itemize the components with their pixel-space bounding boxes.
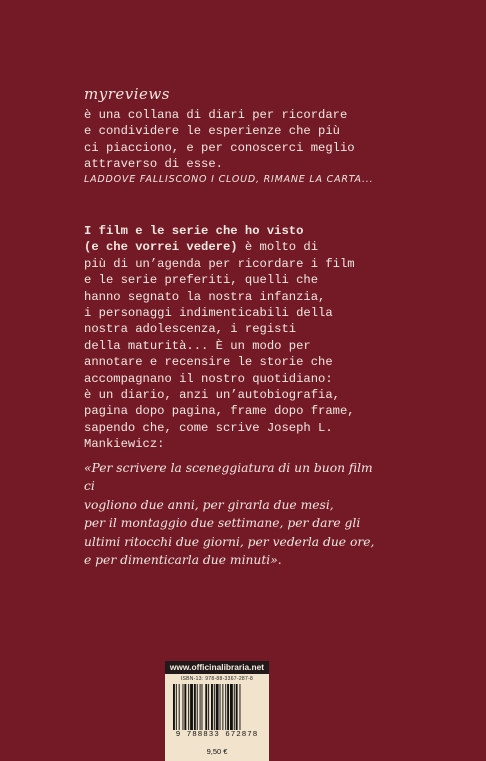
book-subtitle: (e che vorrei vedere): [84, 240, 238, 255]
book-description: [84, 223, 384, 453]
publisher-url: www.officinalibraria.net: [165, 661, 269, 674]
tagline: LADDOVE FALLISCONO I CLOUD, RIMANE LA CARTA...: [84, 174, 374, 185]
series-logo: myreviews: [84, 85, 170, 103]
barcode-icon: [173, 684, 263, 730]
price: 9,50 €: [206, 747, 228, 756]
barcode-label: [165, 661, 269, 761]
book-description-text: è molto di più di un’agenda per ricordare i film e le serie preferiti, quelli che hanno segnato la nostra infanzia, i personaggi indimenticabili della nostra adolescenza, i registi della maturità... È un modo per annotare e recensire le storie che accompagnano il nostro quotidiano: è un diario, anzi un’autobiografia, pagina dopo pagina, frame dopo frame, sapendo che, come scrive Joseph L. Mankiewicz:: [84, 240, 355, 452]
mankiewicz-quote: «Per scrivere la sceneggiatura di un buon film ci vogliono due anni, per girarla due mesi, per il montaggio due settimane, per dare gli ultimi ritocchi due giorni, per vederla due ore, e per dimenticarla due minuti».: [84, 461, 375, 568]
book-title: I film e le serie che ho visto: [84, 224, 304, 238]
series-description: è una collana di diari per ricordare e condividere le esperienze che più ci piacciono, e per conoscerci meglio attraverso di esse.: [84, 108, 355, 172]
isbn-label: ISBN-13: 978-88-3367-287-8: [180, 676, 254, 682]
barcode-number: 9 788833 672878: [175, 731, 259, 739]
